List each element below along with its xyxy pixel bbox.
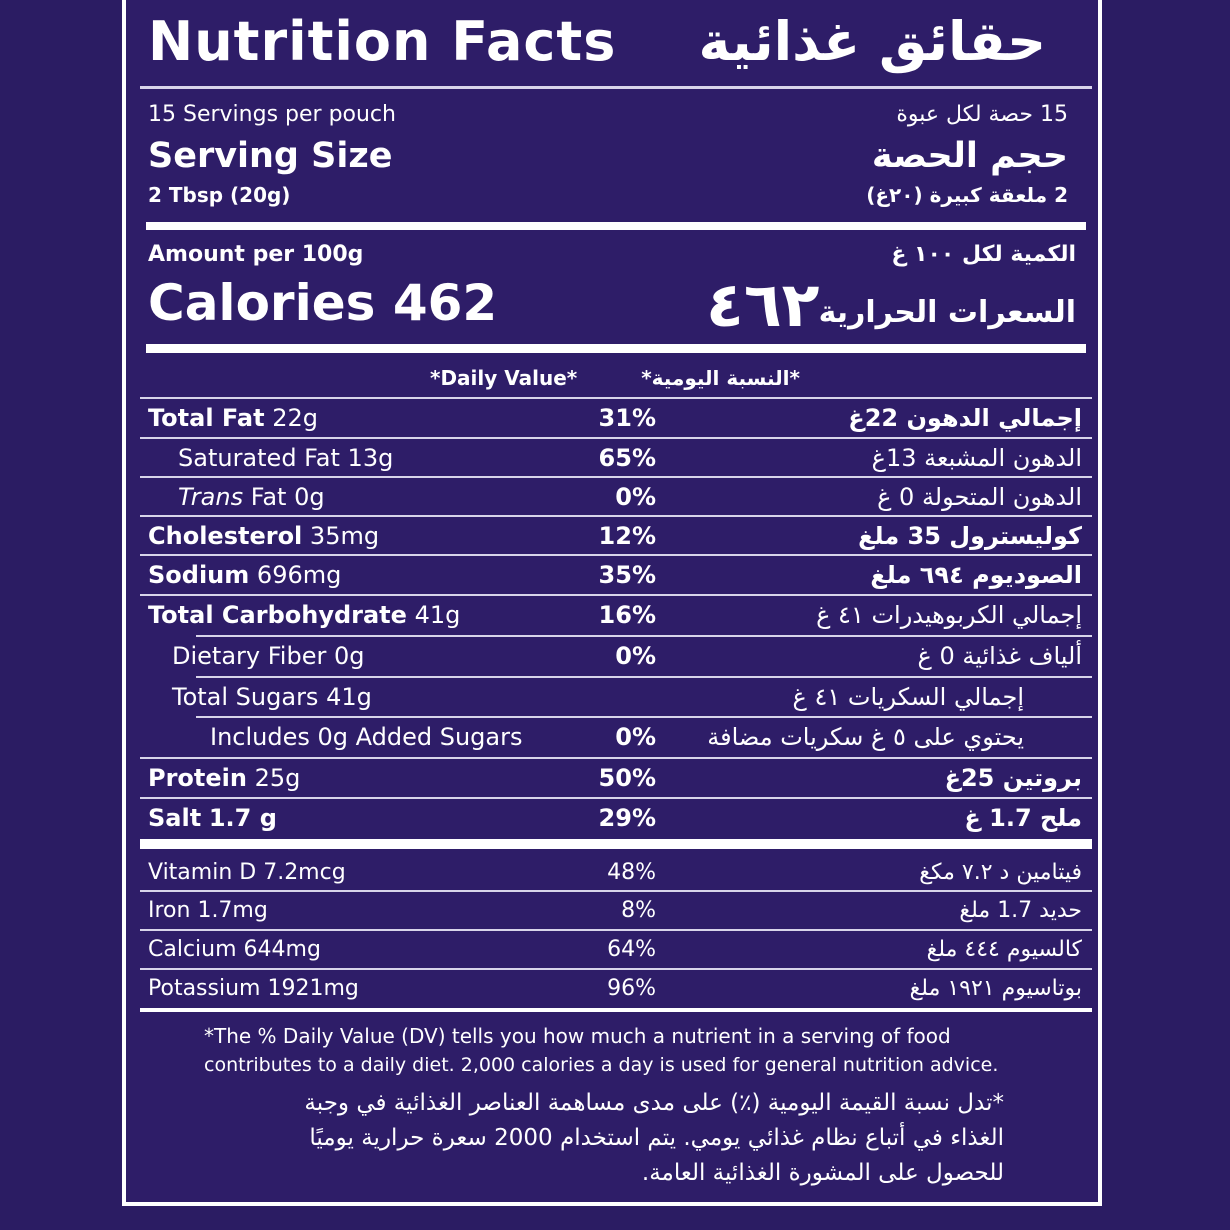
nutrient-en: Saturated Fat 13g (178, 444, 394, 472)
daily-value-header-ar: *النسبة اليومية* (641, 366, 800, 390)
vitamin-row-d (140, 856, 1092, 894)
nutrient-pct: 31% (598, 404, 656, 432)
serving-size-label-en: Serving Size (148, 136, 393, 176)
nutrient-pct: 50% (598, 764, 656, 792)
nutrient-en: Cholesterol 35mg (148, 522, 380, 550)
nutrient-en: Salt 1.7 g (148, 804, 277, 832)
footnote-ar (204, 1086, 1004, 1191)
footnote-en (204, 1022, 1004, 1080)
thick-divider-vitamins (140, 839, 1092, 849)
nutrient-ar: ألياف غذائية 0 غ (917, 642, 1082, 670)
nutrient-en: Total Carbohydrate 41g (148, 601, 461, 629)
row-divider (140, 968, 1092, 970)
serving-size-value-en: 2 Tbsp (20g) (148, 183, 291, 207)
nutrition-label-panel (122, 0, 1102, 1206)
nutrient-pct: 0% (615, 642, 656, 670)
nutrient-row-cholesterol (140, 518, 1092, 556)
row-divider (140, 554, 1092, 556)
nutrient-pct: 65% (598, 444, 656, 472)
nutrient-pct: 29% (598, 804, 656, 832)
footnote-en-line: *The % Daily Value (DV) tells you how much a nutrient in a serving of food (204, 1024, 951, 1048)
nutrient-en: Sodium 696mg (148, 561, 342, 589)
calories-value-ar: ٤٦٢ (706, 268, 820, 341)
row-divider (140, 476, 1092, 478)
nutrient-row-trans-fat (140, 479, 1092, 517)
amount-per-ar: الكمية لكل ١٠٠ غ (891, 242, 1076, 267)
nutrient-ar: إجمالي السكريات ٤١ غ (792, 683, 1024, 711)
nutrient-ar: بروتين 25غ (944, 764, 1082, 792)
amount-per-en: Amount per 100g (148, 242, 364, 267)
calories-value-en: 462 (392, 274, 498, 332)
nutrient-pct: 12% (598, 522, 656, 550)
title-divider (140, 86, 1092, 89)
nutrient-pct: 35% (598, 561, 656, 589)
footnote-ar-line: *تدل نسبة القيمة اليومية (٪) على مدى مساهمة العناصر الغذائية في وجبة (304, 1090, 1004, 1116)
vitamin-en: Calcium 644mg (148, 937, 321, 962)
servings-per-pouch-en: 15 Servings per pouch (148, 102, 396, 127)
row-divider (196, 716, 1092, 718)
vitamin-ar: فيتامين د ٧.٢ مكغ (919, 860, 1082, 885)
nutrient-pct: 16% (598, 601, 656, 629)
vitamin-pct: 96% (607, 976, 656, 1001)
row-divider (140, 397, 1092, 399)
vitamin-ar: بوتاسيوم ١٩٢١ ملغ (909, 976, 1082, 1001)
nutrient-row-sodium (140, 557, 1092, 595)
nutrient-ar: الدهون المتحولة 0 غ (877, 483, 1082, 511)
title-ar: حقائق غذائية (698, 10, 1046, 73)
row-divider (140, 797, 1092, 799)
vitamin-pct: 8% (621, 898, 656, 923)
row-divider (140, 757, 1092, 759)
footnote-ar-line: الغذاء في أتباع نظام غذائي يومي. يتم استخدام 2000 سعرة حرارية يوميًا (309, 1125, 1004, 1151)
vitamin-ar: حديد 1.7 ملغ (959, 898, 1082, 923)
row-divider (196, 635, 1092, 637)
nutrient-row-protein (140, 760, 1092, 798)
divider-footnote (140, 1008, 1092, 1012)
vitamin-pct: 48% (607, 860, 656, 885)
vitamin-row-iron (140, 894, 1092, 932)
vitamin-pct: 64% (607, 937, 656, 962)
nutrient-ar: يحتوي على ٥ غ سكريات مضافة (707, 723, 1024, 751)
nutrient-ar: كوليسترول 35 ملغ (858, 522, 1082, 550)
nutrient-ar: الدهون المشبعة 13غ (871, 444, 1082, 472)
row-divider (196, 676, 1092, 678)
nutrient-en: Total Fat 22g (148, 404, 318, 432)
nutrient-ar: ملح 1.7 غ (964, 804, 1082, 832)
footnote-ar-line: للحصول على المشورة الغذائية العامة. (641, 1160, 1004, 1186)
nutrient-en: Total Sugars 41g (172, 683, 372, 711)
nutrient-ar: الصوديوم ٦٩٤ ملغ (870, 561, 1082, 589)
row-divider (140, 594, 1092, 596)
nutrient-row-saturated-fat (140, 440, 1092, 478)
vitamin-row-calcium (140, 933, 1092, 971)
nutrient-row-total-carbohydrate (140, 597, 1092, 635)
title-en: Nutrition Facts (148, 10, 617, 73)
thick-divider-calories (146, 344, 1086, 353)
daily-value-header-en: *Daily Value* (430, 366, 578, 390)
nutrient-pct: 0% (615, 723, 656, 751)
row-divider (140, 929, 1092, 931)
nutrient-ar: إجمالي الكربوهيدرات ٤١ غ (816, 601, 1082, 629)
calories-en (148, 274, 497, 332)
nutrient-row-total-sugars (140, 679, 1092, 717)
row-divider (140, 890, 1092, 892)
nutrient-en: Protein 25g (148, 764, 301, 792)
nutrient-en: Dietary Fiber 0g (172, 642, 365, 670)
nutrient-pct: 0% (615, 483, 656, 511)
servings-per-pouch-ar: 15 حصة لكل عبوة (896, 102, 1068, 127)
nutrient-row-dietary-fiber (140, 638, 1092, 676)
row-divider (140, 437, 1092, 439)
row-divider (140, 515, 1092, 517)
serving-size-value-ar: 2 ملعقة كبيرة (٢٠غ) (866, 183, 1068, 207)
calories-label-en: Calories (148, 274, 376, 332)
calories-label-ar: السعرات الحرارية (818, 295, 1076, 330)
nutrient-ar: إجمالي الدهون 22غ (848, 404, 1082, 432)
vitamin-en: Iron 1.7mg (148, 898, 268, 923)
nutrient-row-salt (140, 800, 1092, 838)
serving-size-label-ar: حجم الحصة (871, 136, 1068, 176)
nutrient-en: Includes 0g Added Sugars (210, 723, 523, 751)
vitamin-en: Vitamin D 7.2mcg (148, 860, 346, 885)
nutrient-row-added-sugars (140, 719, 1092, 757)
vitamin-ar: كالسيوم ٤٤٤ ملغ (926, 937, 1082, 962)
nutrient-row-total-fat (140, 400, 1092, 438)
vitamin-en: Potassium 1921mg (148, 976, 359, 1001)
nutrient-en: Trans Fat 0g (178, 483, 325, 511)
footnote-en-line: contributes to a daily diet. 2,000 calories a day is used for general nutrition advice. (204, 1054, 999, 1076)
thick-divider-serving (146, 222, 1086, 230)
vitamin-row-potassium (140, 972, 1092, 1010)
